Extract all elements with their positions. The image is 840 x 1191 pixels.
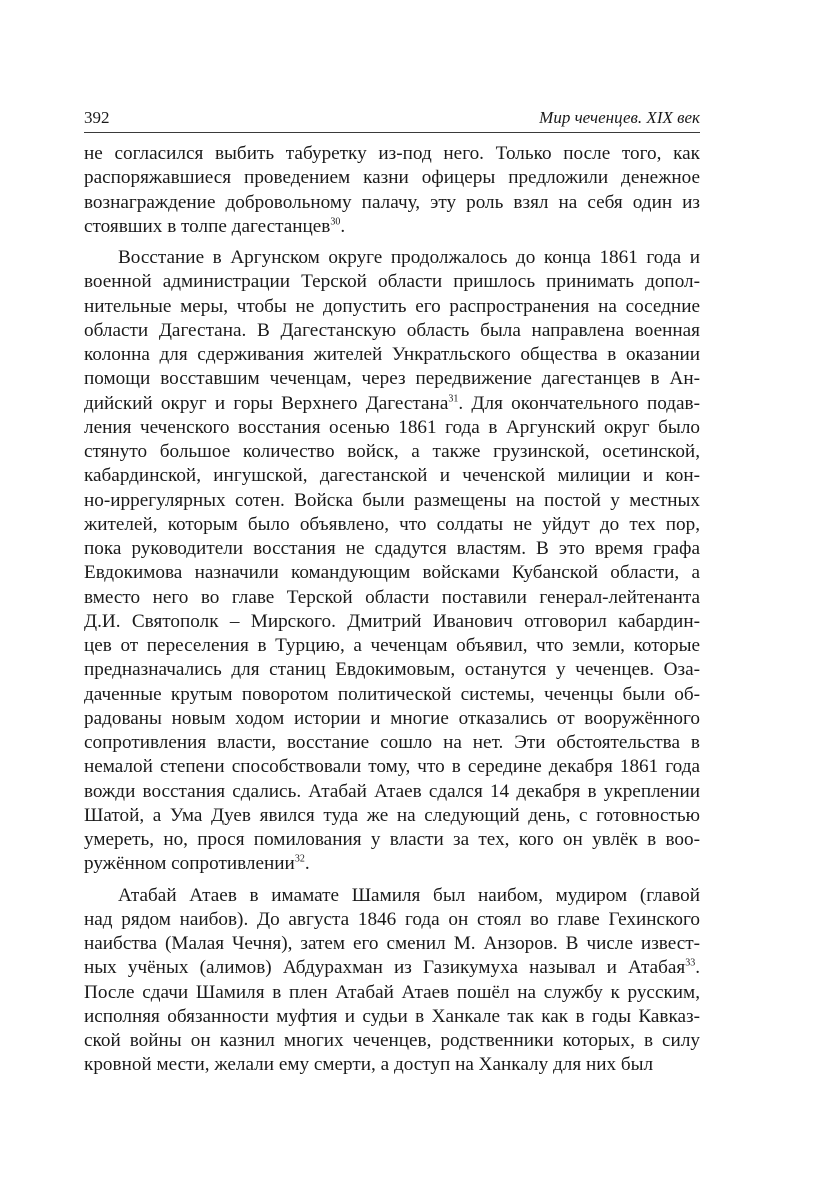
line-text: дийский округ и горы Верхнего Дагестана (84, 392, 449, 414)
text-line (84, 1053, 700, 1077)
line-text: исполняя обязанности муфтия и судьи в Ханкале так как в годы Кавказ- (84, 1005, 700, 1027)
line-text: нительные меры, чтобы не допустить его распространения на соседние (84, 295, 700, 317)
text-line (84, 804, 700, 828)
line-text: ных учёных (алимов) Абдурахман из Газикумуха называл и Атабая (84, 957, 686, 979)
line-text: кабардинской, ингушской, дагестанской и чеченской милиции и кон- (84, 465, 700, 487)
line-text: помощи восставшим чеченцам, через передвижение дагестанцев в Ан- (84, 368, 700, 390)
line-text: над рядом наибов). До августа 1846 года он стоял во главе Гехинского (84, 908, 700, 930)
text-line (84, 295, 700, 319)
footnote-reference[interactable]: 33 (685, 957, 696, 969)
line-text: колонна для сдерживания жителей Ункратльского общества в оказании (84, 344, 700, 365)
text-line (84, 489, 700, 513)
line-text: После сдачи Шамиля в плен Атабай Атаев пошёл на службу к русским, (84, 981, 700, 1003)
text-line (84, 586, 700, 610)
book-page (84, 0, 700, 1191)
line-text-tail: . (695, 957, 700, 979)
text-line (84, 828, 700, 852)
line-text: сопротивления власти, восстание сошло на нет. Эти обстоятельства в (84, 732, 700, 753)
line-text: военной администрации Терской области пришлось принимать допол- (84, 271, 700, 293)
line-text: Восстание в Аргунском округе продолжалось до конца 1861 года и (118, 247, 700, 268)
line-text-tail: . (304, 853, 310, 875)
line-text-tail: . (340, 215, 346, 237)
line-text: ской войны он казнил многих чеченцев, родственники которых, в силу (84, 1030, 700, 1051)
line-text: пока руководители восстания не сдадутся властям. В это время графа (84, 538, 700, 559)
text-line (84, 416, 700, 440)
line-text: Евдокимова назначили командующим войсками Кубанской области, а (84, 562, 700, 584)
text-line (84, 392, 700, 416)
text-line (84, 440, 700, 464)
line-text: даченные крутым поворотом политической системы, чеченцы были об- (84, 683, 700, 705)
line-text: умереть, но, прося помилования у власти за тех, кого он увлёк в воо- (84, 829, 700, 850)
line-text: стоявших в толпе дагестанцев (84, 215, 331, 237)
text-line (84, 683, 700, 707)
line-text: жителей, которым было объявлено, что солдаты не уйдут до тех пор, (84, 513, 700, 535)
line-text: распоряжавшиеся проведением казни офицеры предложили денежное (84, 167, 700, 189)
text-line (84, 884, 700, 908)
text-line (84, 367, 700, 391)
text-line (84, 537, 700, 561)
line-text: ления чеченского восстания осенью 1861 года в Аргунский округ было (84, 416, 700, 438)
line-text: не согласился выбить табуретку из-под него. Только после того, как (84, 143, 700, 164)
paragraph (84, 884, 700, 1078)
line-text: кровной мести, желали ему смерти, а доступ на Ханкалу для них был (84, 1054, 654, 1076)
text-line (84, 215, 700, 239)
text-line (84, 561, 700, 585)
line-text: наибства (Малая Чечня), затем его сменил М. Анзоров. В числе извест- (84, 933, 700, 954)
text-line (84, 166, 700, 190)
text-line (84, 246, 700, 270)
line-text: Шатой, а Ума Дуев явился туда же на следующий день, с готовностью (84, 804, 700, 826)
line-text: стянуто большое количество войск, а также грузинской, осетинской, (84, 441, 700, 462)
footnote-reference[interactable]: 31 (448, 393, 459, 405)
line-text: цев от переселения в Турцию, а чеченцам объявил, что земли, которые (84, 635, 700, 656)
text-line (84, 513, 700, 537)
running-title: Мир чеченцев. XIX век (539, 108, 700, 127)
text-line (84, 956, 700, 980)
text-line (84, 610, 700, 634)
body-text (84, 142, 700, 1078)
text-line (84, 981, 700, 1005)
paragraph (84, 246, 700, 877)
text-line (84, 932, 700, 956)
page-number: 392 (84, 108, 110, 127)
paragraph (84, 142, 700, 239)
page-header (84, 102, 700, 133)
text-line (84, 319, 700, 343)
text-line (84, 780, 700, 804)
line-text: вожди восстания сдались. Атабай Атаев сдался 14 декабря в укреплении (84, 780, 700, 802)
line-text: Атабай Атаев в имамате Шамиля был наибом, мудиром (главой (118, 884, 700, 906)
text-line (84, 270, 700, 294)
text-line (84, 852, 700, 876)
line-text: ружённом сопротивлении (84, 853, 295, 875)
line-text: Д.И. Святополк – Мирского. Дмитрий Иванович отговорил кабардин- (84, 610, 700, 632)
line-text: вместо него во главе Терской области поставили генерал-лейтенанта (84, 586, 700, 608)
text-line (84, 343, 700, 367)
footnote-reference[interactable]: 32 (294, 853, 305, 865)
line-text-tail: . Для окончательного подав- (458, 392, 701, 414)
line-text: но-иррегулярных сотен. Войска были размещены на постой у местных (84, 489, 700, 511)
text-line (84, 191, 700, 215)
footnote-reference[interactable]: 30 (330, 216, 341, 228)
text-line (84, 464, 700, 488)
text-line (84, 1029, 700, 1053)
text-line (84, 142, 700, 166)
line-text: радованы новым ходом истории и многие отказались от вооружённого (84, 707, 700, 729)
text-line (84, 634, 700, 658)
text-line (84, 908, 700, 932)
text-line (84, 658, 700, 682)
line-text: области Дагестана. В Дагестанскую область была направлена военная (84, 319, 700, 341)
line-text: вознаграждение добровольному палачу, эту роль взял на себя один из (84, 191, 700, 213)
line-text: предназначались для станиц Евдокимовым, останутся у чеченцев. Оза- (84, 659, 700, 681)
text-line (84, 707, 700, 731)
text-line (84, 755, 700, 779)
text-line (84, 731, 700, 755)
text-line (84, 1005, 700, 1029)
line-text: немалой степени способствовали тому, что в середине декабря 1861 года (84, 756, 700, 778)
